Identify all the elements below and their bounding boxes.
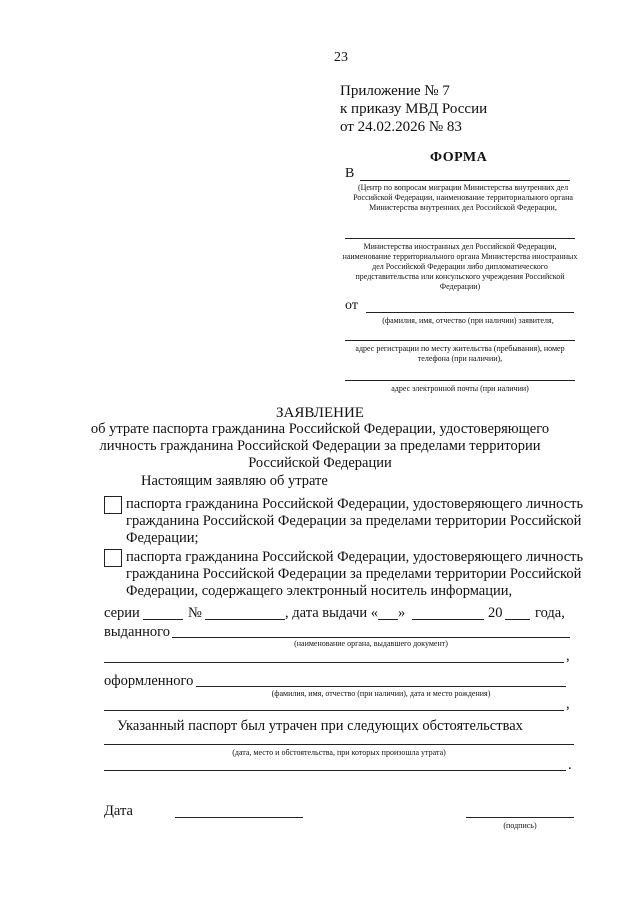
number-label: № (188, 605, 202, 621)
owner-field-2[interactable] (104, 710, 564, 711)
addressee-caption: (Центр по вопросам миграции Министерства внутренних дел Российской Федерации, наименование территориального органа Министерства внутренних дел Российской Федерации, (353, 183, 573, 212)
number-field[interactable] (205, 619, 285, 620)
issuer-caption: (наименование органа, выдавшего документ) (294, 639, 448, 648)
page-number: 23 (334, 50, 348, 65)
owner-field[interactable] (196, 686, 566, 687)
appendix-line-1: Приложение № 7 (340, 83, 450, 99)
issue-date-label: , дата выдачи « (285, 605, 379, 621)
issue-day-field[interactable] (378, 619, 398, 620)
date-label: Дата (104, 803, 133, 819)
option-epassport-checkbox[interactable] (104, 549, 122, 567)
circumstances-caption: (дата, место и обстоятельства, при которых произошла утрата) (232, 748, 446, 757)
signature-field[interactable] (466, 817, 574, 818)
applicant-caption: (фамилия, имя, отчество (при наличии) заявителя, (382, 316, 554, 325)
appendix-line-3: от 24.02.2026 № 83 (340, 119, 462, 135)
series-field[interactable] (143, 619, 183, 620)
address-caption: адрес регистрации по месту жительства (пребывания), номер телефона (при наличии), (355, 344, 565, 363)
option1-line-2: гражданина Российской Федерации за пределами территории Российской (126, 513, 582, 529)
address-line[interactable] (345, 340, 575, 341)
comma-2: , (566, 696, 570, 712)
form-label: ФОРМА (430, 150, 488, 165)
circumstances-text: Указанный паспорт был утрачен при следующих обстоятельствах (117, 718, 523, 734)
statement-title: ЗАЯВЛЕНИЕ (276, 405, 364, 421)
option-passport-checkbox[interactable] (104, 496, 122, 514)
email-caption: адрес электронной почты (при наличии) (391, 384, 529, 393)
to-prefix: В (345, 166, 355, 181)
addressee-caption-2: Министерства иностранных дел Российской Федерации, наименование территориального органа Министерства иностранных дел Российской Федерации либо дипломатического представительства или консульского учреждения Российской Федерации) (342, 242, 578, 291)
issued-for-label: оформленного (104, 673, 194, 689)
option2-line-2: гражданина Российской Федерации за пределами территории Российской (126, 566, 582, 582)
issue-month-field[interactable] (412, 619, 484, 620)
appendix-line-2: к приказу МВД России (340, 101, 488, 117)
issue-year-field[interactable] (505, 619, 530, 620)
comma-1: , (566, 648, 570, 664)
circumstances-field[interactable] (104, 744, 574, 745)
option2-line-1: паспорта гражданина Российской Федерации, удостоверяющего личность (126, 549, 584, 565)
statement-intro: Настоящим заявляю об утрате (141, 473, 328, 489)
statement-subtitle: об утрате паспорта гражданина Российской Федерации, удостоверяющего личность гражданина Российской Федерации за пределами территории Российской Федерации (90, 421, 550, 471)
series-label: серии (104, 605, 140, 621)
addressee-line-2[interactable] (345, 238, 575, 239)
option2-line-3: Федерации, содержащего электронный носитель информации, (126, 583, 513, 599)
circumstances-field-2[interactable] (104, 770, 566, 771)
owner-caption: (фамилия, имя, отчество (при наличии), дата и место рождения) (271, 689, 491, 698)
issued-by-field-2[interactable] (104, 662, 564, 663)
year-suffix: года, (535, 605, 565, 621)
period: . (568, 757, 572, 773)
addressee-line[interactable] (360, 180, 570, 181)
year-prefix: 20 (488, 605, 503, 621)
quote-close: » (398, 605, 406, 621)
option1-line-1: паспорта гражданина Российской Федерации, удостоверяющего личность (126, 496, 584, 512)
signature-caption: (подпись) (503, 821, 537, 830)
from-prefix: от (345, 298, 358, 313)
issued-by-field[interactable] (172, 637, 570, 638)
option1-line-3: Федерации; (126, 530, 199, 546)
email-line[interactable] (345, 380, 575, 381)
date-field[interactable] (175, 817, 303, 818)
applicant-line[interactable] (366, 312, 574, 313)
issued-by-label: выданного (104, 624, 171, 640)
